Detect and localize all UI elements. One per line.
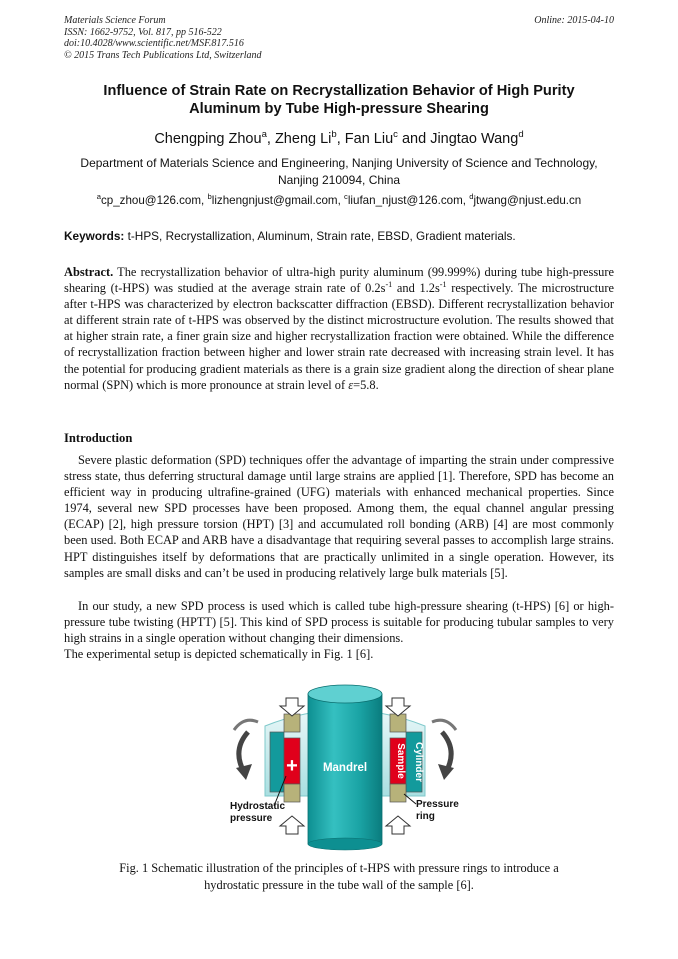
author-name: Zheng Li (274, 131, 332, 147)
abstract (64, 264, 614, 393)
left-ring-top (284, 714, 300, 732)
mandrel-top (308, 685, 382, 703)
caption-line-1: Fig. 1 Schematic illustration of the principles of t-HPS with pressure rings to introduce a (119, 861, 559, 875)
abstract-label: Abstract. (64, 265, 114, 279)
label-plus: + (286, 755, 298, 777)
figure-1-caption (64, 860, 614, 893)
author-sup: a (261, 129, 267, 141)
email-link[interactable]: cp_zhou@126.com (100, 194, 202, 207)
intro-paragraph-1: Severe plastic deformation (SPD) techniques offer the advantage of imparting the strain under compressive stress state, thus deferring structural damage until large strains are applied [1]. Therefore, SPD has become an efficient way in producing ultrafine-grained (UFG) materials with enhanced mechanical properties. Since 1974, several new SPD processes have been proposed. Among them, the equal channel angular pressing (ECAP) [2], high pressure torsion (HPT) [3] and accumulated roll bonding (ARB) [4] are most commonly been used. Both ECAP and ARB have a disadvantage that requiring several passes to accomplish large strains. HPT distinguishes itself by deformations that are practically unlimited in a single operation. However, its samples are small disks and can’t be used in producing relatively large bulk materials [5]. (64, 453, 614, 580)
journal-issn: ISSN: 1662-9752, Vol. 817, pp 516-522 (64, 26, 222, 38)
mandrel-bottom (308, 838, 382, 850)
author-sep: , (266, 131, 275, 147)
affiliation-line-2: Nanjing 210094, China (277, 172, 401, 187)
press-arrow-bottom-right-icon (386, 816, 410, 834)
rotation-arrow-left-upper-icon (234, 720, 258, 730)
label-pressure-ring-2: ring (416, 811, 435, 822)
abstract-exponent: -1 (385, 279, 393, 289)
left-cylinder (270, 732, 284, 792)
keywords-label: Keywords: (64, 229, 125, 243)
label-pressure-ring-1: Pressure (416, 799, 459, 810)
author-name: Fan Liu (344, 131, 394, 147)
keywords-text: t-HPS, Recrystallization, Aluminum, Strain rate, EBSD, Gradient materials. (124, 229, 516, 243)
email-list (60, 193, 618, 208)
email-sup: c (344, 192, 348, 202)
label-sample: Sample (395, 743, 406, 779)
author-sup: d (518, 129, 524, 141)
press-arrow-top-right-icon (386, 698, 410, 716)
email-link[interactable]: lizhengnjust@gmail.com (211, 194, 338, 207)
online-date: Online: 2015-04-10 (534, 15, 614, 26)
figure-1-schematic (220, 676, 470, 851)
author-list (60, 130, 618, 148)
author-sep: and (397, 131, 431, 147)
email-sup: b (207, 192, 212, 202)
email-sup: a (96, 192, 101, 202)
affiliation (60, 155, 618, 188)
author-name: Jingtao Wang (430, 131, 519, 147)
label-hydrostatic-2: pressure (230, 813, 273, 824)
email-sep: , (462, 194, 470, 207)
caption-line-2: hydrostatic pressure in the tube wall of the sample [6]. (204, 877, 474, 892)
author-sup: c (393, 129, 398, 141)
abstract-text: and 1.2s (392, 281, 440, 296)
abstract-exponent: -1 (439, 279, 447, 289)
abstract-text: =5.8. (353, 377, 379, 392)
author-sep: , (336, 131, 345, 147)
keywords (64, 229, 614, 244)
rotation-arrow-right-upper-icon (432, 720, 456, 730)
left-ring-bottom (284, 784, 300, 802)
journal-header (64, 15, 262, 61)
section-heading-introduction: Introduction (64, 431, 133, 445)
author-sup: b (331, 129, 337, 141)
abstract-text: respectively. The microstructure after t-HPS was characterized by electron backscatter diffraction (EBSD). Different recrystallization behavior at different strain rate of t-HPS was observed by the distinct microstructure evolution. The results showed that at higher strain rate, a finer grain size and higher recrystallization fraction were obtained. While the difference of recrystallization fraction between higher and lower strain rate decreased with increasing strain level. It has the potential for producing gradient materials as there is a grain size gradient along the direction of shear plane normal (SPN) which is more pronounce at strain level of (64, 281, 614, 392)
journal-name: Materials Science Forum (64, 15, 166, 26)
title-line-1: Influence of Strain Rate on Recrystallization Behavior of High Purity (103, 83, 575, 99)
label-mandrel: Mandrel (322, 762, 368, 774)
rotation-arrow-left-head-icon (236, 764, 252, 780)
email-sep: , (201, 194, 208, 207)
paper-title (60, 82, 618, 118)
email-sep: , (337, 194, 345, 207)
email-link[interactable]: jtwang@njust.edu.cn (473, 194, 582, 207)
email-link[interactable]: liufan_njust@126.com (347, 194, 463, 207)
title-line-2: Aluminum by Tube High-pressure Shearing (189, 101, 489, 117)
email-sup: d (469, 192, 474, 202)
label-cylinder: Cylinder (413, 741, 424, 783)
abstract-epsilon: ε (348, 377, 354, 392)
abstract-text: The recrystallization behavior of ultra-high purity aluminum (99.999%) during tube high-pressure shearing (t-HPS) was studied at the average strain rate of 0.2s (64, 265, 614, 296)
author-name: Chengping Zhou (154, 131, 262, 147)
right-ring-top (390, 714, 406, 732)
intro-paragraph-2: In our study, a new SPD process is used which is called tube high-pressure shearing (t-HPS) [6] or high-pressure tube twisting (HPTT) [5]. This kind of SPD process is suitable for producing tubular samples to very high strains in a single operation without changing their dimensions. (64, 599, 614, 646)
label-hydrostatic-1: Hydrostatic (230, 801, 286, 812)
rotation-arrow-right-head-icon (438, 764, 454, 780)
affiliation-line-1: Department of Materials Science and Engineering, Nanjing University of Science and Technology, (80, 156, 598, 170)
intro-paragraph-3: The experimental setup is depicted schematically in Fig. 1 [6]. (64, 647, 374, 661)
press-arrow-bottom-left-icon (280, 816, 304, 834)
journal-doi[interactable]: doi:10.4028/www.scientific.net/MSF.817.516 (64, 38, 244, 49)
press-arrow-top-left-icon (280, 698, 304, 716)
journal-copyright: © 2015 Trans Tech Publications Ltd, Switzerland (64, 49, 262, 61)
right-ring-bottom (390, 784, 406, 802)
